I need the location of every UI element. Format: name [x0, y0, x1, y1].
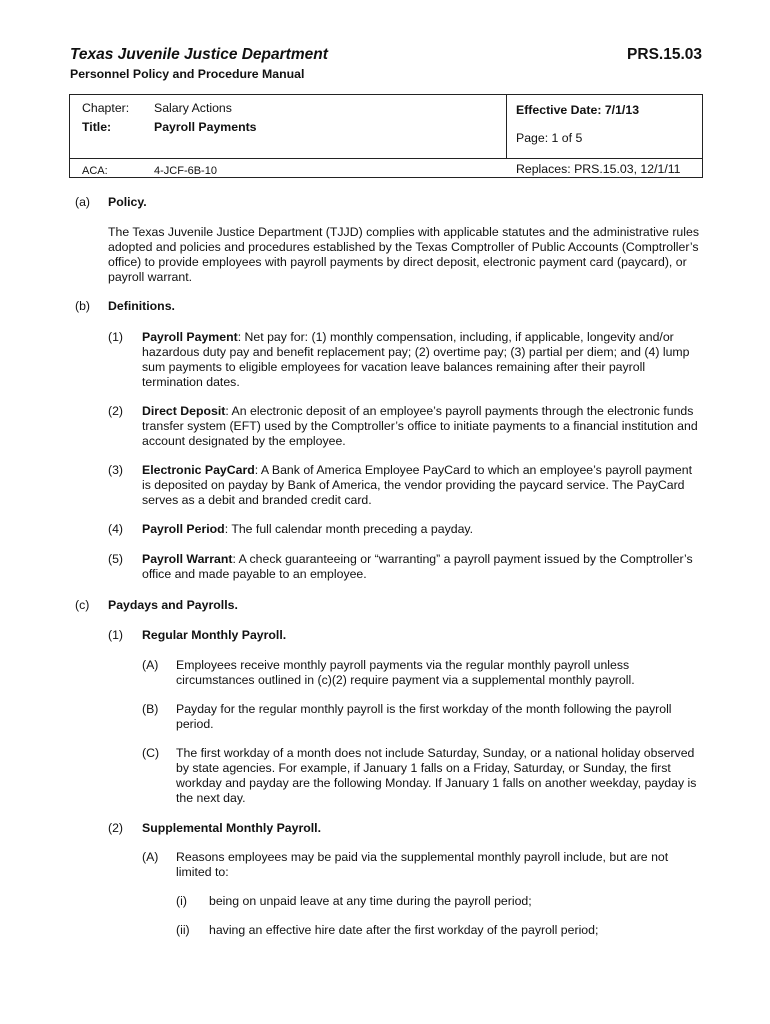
chapter-value: Salary Actions	[154, 101, 232, 115]
regular-payroll-item-c: The first workday of a month does not include Saturday, Sunday, or a national holiday observed by state agencies. For example, if January 1 falls on a Friday, Saturday, or Sunday, the first workday and payday are the following Monday. If January 1 falls on another weekday, payday is the next day.	[176, 746, 697, 805]
policy-code: PRS.15.03	[627, 46, 702, 63]
definition-payroll-period	[142, 522, 702, 537]
section-c-heading: Paydays and Payrolls.	[108, 598, 238, 612]
definition-text: : An electronic deposit of an employee’s payroll payments through the electronic funds transfer system (EFT) used by the Comptroller’s office to initiate payments to a financial institution and account designated by the employee.	[142, 404, 698, 448]
info-box-rule	[70, 158, 702, 159]
supplemental-subitem-i: being on unpaid leave at any time during the payroll period;	[209, 894, 532, 908]
aca-label: ACA:	[82, 165, 108, 177]
definition-electronic-paycard	[142, 463, 702, 508]
definition-number: (1)	[108, 330, 124, 344]
supplemental-payroll-item-a: Reasons employees may be paid via the supplemental monthly payroll include, but are not limited to:	[176, 850, 669, 879]
definition-term: Payroll Period	[142, 522, 225, 536]
definition-term: Electronic PayCard	[142, 463, 255, 477]
chapter-label: Chapter:	[82, 101, 130, 115]
manual-name: Personnel Policy and Procedure Manual	[70, 67, 305, 81]
regular-payroll-item-a: Employees receive monthly payroll payments via the regular monthly payroll unless circumstances outlined in (c)(2) require payment via a supplemental monthly payroll.	[176, 658, 635, 687]
page-number: Page: 1 of 5	[516, 131, 583, 145]
section-a-body: The Texas Juvenile Justice Department (TJJD) complies with applicable statutes and the administrative rules adopted and policies and procedures established by the Texas Comptroller of Public Accounts (Comptroller’s office) to provide employees with payroll payments by direct deposit, electronic payment card (paycard), or payroll warrant.	[108, 225, 699, 284]
section-c-label: (c)	[75, 598, 90, 612]
info-box-divider	[506, 95, 507, 158]
definition-number: (5)	[108, 552, 124, 566]
definition-term: Direct Deposit	[142, 404, 226, 418]
definition-number: (3)	[108, 463, 124, 477]
title-label: Title:	[82, 120, 112, 134]
section-b-heading: Definitions.	[108, 299, 175, 313]
definition-payroll-payment	[142, 330, 702, 390]
subsection-heading-supplemental-payroll: Supplemental Monthly Payroll.	[142, 821, 322, 835]
item-letter: (A)	[142, 658, 159, 672]
effective-date: Effective Date: 7/1/13	[516, 103, 640, 117]
department-name: Texas Juvenile Justice Department	[70, 46, 328, 63]
section-a-heading: Policy.	[108, 195, 147, 209]
aca-value: 4-JCF-6B-10	[154, 165, 217, 177]
subitem-numeral: (ii)	[176, 923, 190, 937]
definition-text: : A check guaranteeing or “warranting” a payroll payment issued by the Comptroller’s office and made payable to an employee.	[142, 552, 693, 581]
supplemental-subitem-ii: having an effective hire date after the first workday of the payroll period;	[209, 923, 599, 937]
item-letter: (C)	[142, 746, 160, 760]
definition-text: : Net pay for: (1) monthly compensation, including, if applicable, longevity and/or hazardous duty pay and benefit replacement pay; (2) overtime pay; (3) partial per diem; and (4) lump sum payments to eligible employees for vacation leave balances remaining after their payroll termination dates.	[142, 330, 690, 389]
section-b-label: (b)	[75, 299, 91, 313]
subsection-number: (1)	[108, 628, 124, 642]
definition-text: : A Bank of America Employee PayCard to which an employee’s payroll payment is deposited on payday by Bank of America, the vendor providing the paycard service. The PayCard serves as a debit and branded credit card.	[142, 463, 693, 507]
definition-term: Payroll Warrant	[142, 552, 233, 566]
policy-info-box	[69, 94, 703, 178]
definition-payroll-warrant	[142, 552, 702, 582]
definition-number: (4)	[108, 522, 124, 536]
definition-direct-deposit	[142, 404, 702, 449]
subsection-number: (2)	[108, 821, 124, 835]
item-letter: (B)	[142, 702, 159, 716]
title-value: Payroll Payments	[154, 120, 257, 134]
item-letter: (A)	[142, 850, 159, 864]
subitem-numeral: (i)	[176, 894, 187, 908]
replaces: Replaces: PRS.15.03, 12/1/11	[516, 162, 681, 176]
subsection-heading-regular-payroll: Regular Monthly Payroll.	[142, 628, 287, 642]
definition-number: (2)	[108, 404, 124, 418]
regular-payroll-item-b: Payday for the regular monthly payroll is the first workday of the month following the payroll period.	[176, 702, 672, 731]
definition-term: Payroll Payment	[142, 330, 238, 344]
definition-text: : The full calendar month preceding a payday.	[224, 522, 474, 536]
section-a-label: (a)	[75, 195, 91, 209]
